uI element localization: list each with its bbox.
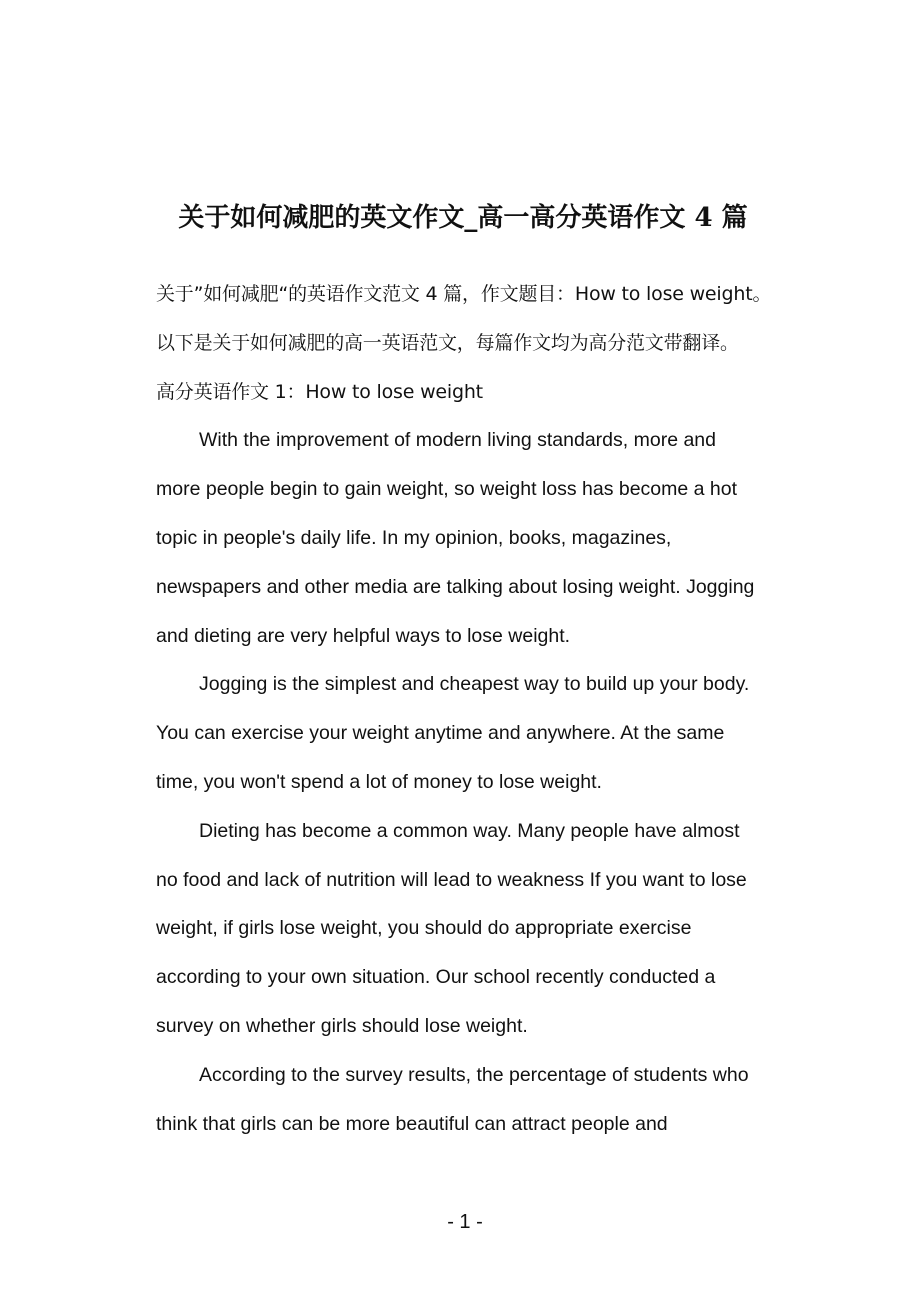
paragraph-1-line-3: topic in people's daily life. In my opinion, books, magazines, bbox=[156, 526, 672, 549]
paragraph-2-line-2: You can exercise your weight anytime and anywhere. At the same bbox=[156, 722, 725, 745]
paragraph-2-line-3: time, you won't spend a lot of money to lose weight. bbox=[156, 770, 602, 793]
paragraph-2-line-1: Jogging is the simplest and cheapest way to build up your body. bbox=[199, 673, 750, 696]
paragraph-4-line-2: think that girls can be more beautiful can attract people and bbox=[156, 1112, 668, 1135]
paragraph-1-line-2: more people begin to gain weight, so weight loss has become a hot bbox=[156, 478, 738, 501]
intro-line-2: 以下是关于如何减肥的高一英语范文，每篇作文均为高分范文带翻译。 bbox=[156, 331, 739, 354]
paragraph-3-line-4: according to your own situation. Our school recently conducted a bbox=[156, 966, 716, 989]
paragraph-1-line-1: With the improvement of modern living standards, more and bbox=[199, 429, 716, 452]
document-title: 关于如何减肥的英文作文_高一高分英语作文 4 篇 bbox=[178, 203, 748, 233]
page-number: - 1 - bbox=[447, 1211, 483, 1233]
paragraph-3-line-3: weight, if girls lose weight, you should do appropriate exercise bbox=[156, 917, 692, 940]
paragraph-3-line-2: no food and lack of nutrition will lead to weakness If you want to lose bbox=[156, 868, 747, 891]
document-body bbox=[156, 270, 832, 1148]
paragraph-1-line-5: and dieting are very helpful ways to lose weight. bbox=[156, 624, 571, 647]
essay-heading: 高分英语作文 1：How to lose weight bbox=[156, 380, 483, 403]
paragraph-4-line-1: According to the survey results, the percentage of students who bbox=[199, 1063, 749, 1086]
paragraph-1-line-4: newspapers and other media are talking about losing weight. Jogging bbox=[156, 575, 755, 598]
paragraph-3-line-1: Dieting has become a common way. Many people have almost bbox=[199, 819, 740, 842]
intro-line-1: 关于”如何减肥“的英语作文范文 4 篇，作文题目：How to lose weight。 bbox=[156, 283, 772, 305]
paragraph-3-line-5: survey on whether girls should lose weight. bbox=[156, 1014, 528, 1037]
